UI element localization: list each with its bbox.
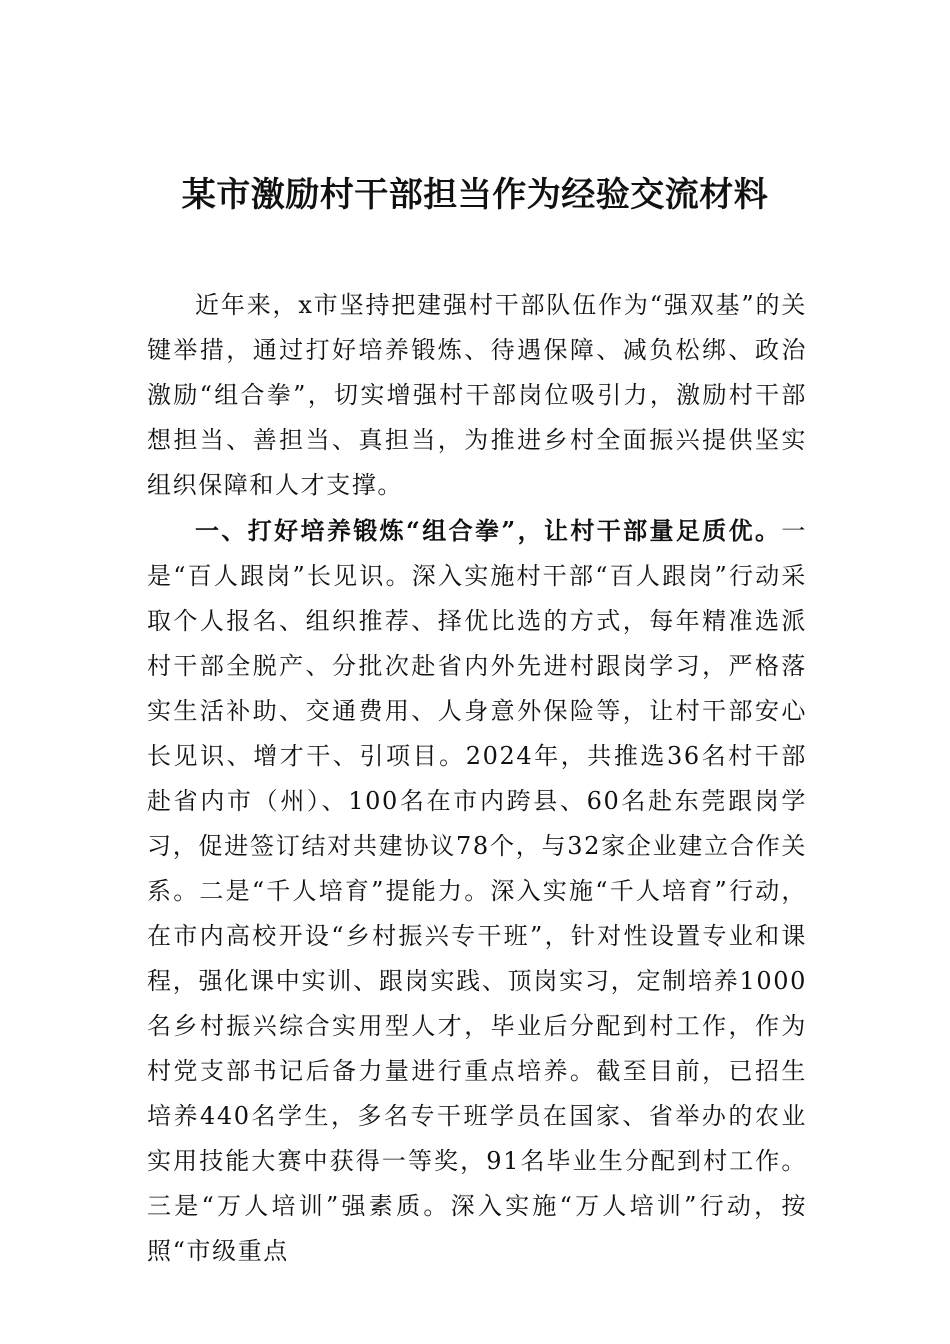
intro-paragraph: 近年来，x市坚持把建强村干部队伍作为“强双基”的关键举措，通过打好培养锻炼、待遇保障、减负松绑、政治激励“组合拳”，切实增强村干部岗位吸引力，激励村干部想担当、善担当、真担当，为推进乡村全面振兴提供坚实组织保障和人才支撑。: [147, 291, 807, 499]
section-one-heading: 一、打好培养锻炼“组合拳”，让村干部量足质优。: [195, 516, 782, 545]
section-one-paragraph: [147, 508, 807, 1274]
section-one-text: 一是“百人跟岗”长见识。深入实施村干部“百人跟岗”行动采取个人报名、组织推荐、择优比选的方式，每年精准选派村干部全脱产、分批次赴省内外先进村跟岗学习，严格落实生活补助、交通费用、人身意外保险等，让村干部安心长见识、增才干、引项目。2024年，共推选36名村干部赴省内市（州）、100名在市内跨县、60名赴东莞跟岗学习，促进签订结对共建协议78个，与32家企业建立合作关系。二是“千人培育”提能力。深入实施“千人培育”行动，在市内高校开设“乡村振兴专干班”，针对性设置专业和课程，强化课中实训、跟岗实践、顶岗实习，定制培养1000名乡村振兴综合实用型人才，毕业后分配到村工作，作为村党支部书记后备力量进行重点培养。截至目前，已招生培养440名学生，多名专干班学员在国家、省举办的农业实用技能大赛中获得一等奖，91名毕业生分配到村工作。三是“万人培训”强素质。深入实施“万人培训”行动，按照“市级重点: [147, 517, 807, 1265]
document-title: 某市激励村干部担当作为经验交流材料: [181, 175, 769, 215]
document-body: [147, 283, 807, 1274]
